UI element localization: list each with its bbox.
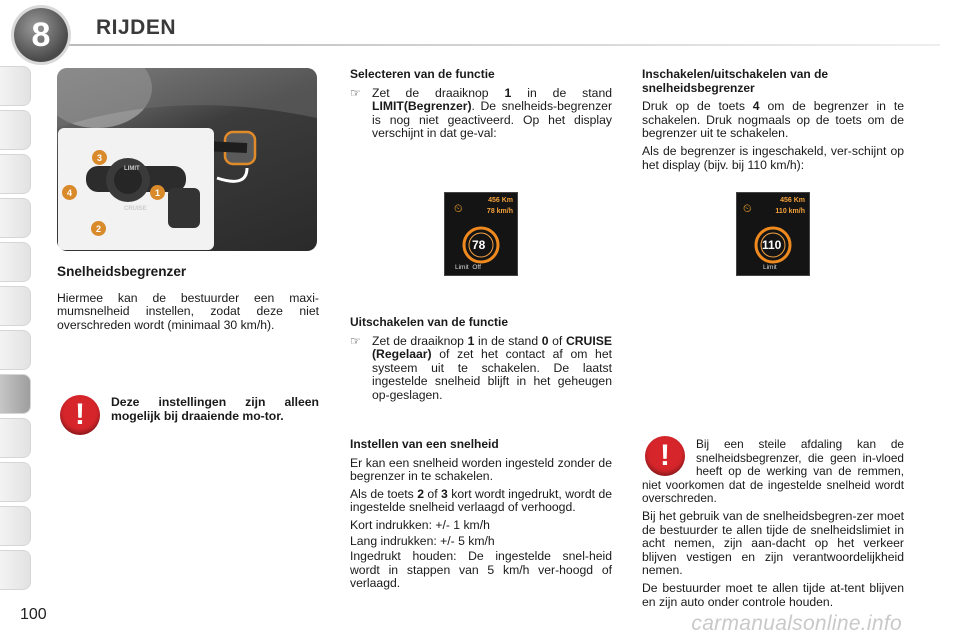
chapter-tab[interactable] [0, 198, 31, 238]
set-p1: Er kan een snelheid worden ingesteld zonder de begrenzer in te schakelen. [350, 455, 612, 484]
left-column [57, 265, 319, 336]
display1-distance: 456 Km [488, 197, 513, 204]
lever-inset [58, 128, 214, 250]
off-text: Zet de draaiknop 1 in de stand 0 of CRUISE (Regelaar) of zet het contact af om het systeem uit te schakelen. De laatst ingestelde snelheid blijft in het geheugen op-geslagen. [372, 333, 612, 402]
display1-status: Limit Off [455, 264, 481, 271]
off-step [350, 335, 612, 407]
display2-speed: 110 km/h [775, 208, 805, 215]
chapter-tabs [0, 66, 34, 594]
chapter-tab[interactable] [0, 66, 31, 106]
chapter-badge [14, 8, 68, 62]
set-p5: Ingedrukt houden: De ingestelde snel-heid wordt in stappen van 5 km/h ver-hoogd of verlaagd. [350, 549, 612, 591]
intro-text: Hiermee kan de bestuurder een maxi-mumsnelheid instellen, zodat deze niet overschreden wordt (minimaal 30 km/h). [57, 290, 319, 332]
chapter-tab[interactable] [0, 418, 31, 458]
onoff-title: Inschakelen/uitschakelen van de snelheidsbegrenzer [642, 67, 829, 95]
page-number: 100 [20, 606, 47, 623]
section-title: Snelheidsbegrenzer [57, 264, 187, 279]
set-title: Instellen van een snelheid [350, 437, 499, 451]
chapter-tab-active[interactable] [0, 374, 31, 414]
chapter-tab[interactable] [0, 462, 31, 502]
chapter-tab[interactable] [0, 550, 31, 590]
display1-dial-value: 78 [472, 238, 486, 252]
select-title: Selecteren van de functie [350, 67, 495, 81]
limiter-icon: ⏲ [743, 203, 752, 215]
select-text: Zet de draaiknop 1 in de stand LIMIT(Begrenzer). De snelheids-begrenzer is nog niet geactiveerd. Op het display verschijnt in dat ge-val: [372, 85, 612, 141]
middle-column-top [350, 68, 612, 145]
callout-4: 4 [62, 185, 77, 200]
chapter-tab[interactable] [0, 330, 31, 370]
select-step [350, 87, 612, 145]
warning-icon: ! [60, 395, 100, 435]
display1-speed: 78 km/h [486, 208, 513, 215]
chapter-tab[interactable] [0, 506, 31, 546]
right-warning-p1: Bij een steile afdaling kan de snelheidsbegrenzer, die geen in-vloed heeft op de werking van de remmen, niet voorkomen dat de ingestelde snelheid wordt overschreden. [642, 437, 904, 506]
set-p2: Als de toets 2 of 3 kort wordt ingedrukt, wordt de ingestelde snelheid verlaagd of verhoogd. [350, 486, 613, 515]
chapter-tab[interactable] [0, 286, 31, 326]
display2-distance: 456 Km [780, 197, 805, 204]
onoff-p1: Druk op de toets 4 om de begrenzer in te schakelen. Druk nogmaals op de toets om de begrenzer uit te schakelen. [642, 99, 904, 141]
right-warning-p3: De bestuurder moet te allen tijde at-tent blijven en zijn auto onder controle houden. [642, 580, 904, 609]
onoff-p2: Als de begrenzer is ingeschakeld, ver-schijnt op het display (bijv. bij 110 km/h): [642, 143, 904, 172]
warning-icon: ! [645, 436, 685, 476]
display2-status: Limit [763, 264, 777, 271]
hand-pointer-icon: ☞ [350, 333, 361, 348]
set-p3: Kort indrukken: +/- 1 km/h [350, 517, 490, 532]
chapter-tab[interactable] [0, 154, 31, 194]
chapter-title: RIJDEN [96, 16, 177, 39]
lever-label-limit: LIMIT [124, 166, 140, 172]
display2-dial-value: 110 [762, 238, 782, 252]
limiter-icon: ⏲ [454, 203, 463, 215]
callout-1: 1 [150, 185, 165, 200]
right-warning-p2: Bij het gebruik van de snelheidsbegren-zer moet de bestuurder te allen tijde de snelheidslimiet in acht nemen, zijn aan-dacht op het verkeer blijven vestigen en zijn verantwoordelijkheid nemen. [642, 508, 904, 578]
right-warning [642, 438, 904, 613]
display-limit-off [444, 192, 518, 276]
display1-graphic [445, 193, 517, 275]
warning-body: Deze instellingen zijn alleen mogelijk bij draaiende mo-tor. [111, 395, 319, 423]
middle-column-off [350, 316, 612, 407]
display-limit-on [736, 192, 810, 276]
warning-text [111, 396, 319, 427]
header-rule [68, 44, 940, 46]
chapter-tab[interactable] [0, 242, 31, 282]
hand-pointer-icon: ☞ [350, 85, 361, 100]
chapter-tab[interactable] [0, 110, 31, 150]
watermark[interactable]: carmanualsonline.info [691, 612, 902, 635]
lever-label-cruise: CRUISE [124, 206, 147, 212]
display2-graphic [737, 193, 809, 275]
chapter-number: 8 [31, 15, 51, 54]
lever-drawing [58, 128, 214, 250]
callout-3: 3 [92, 150, 107, 165]
callout-2: 2 [91, 221, 106, 236]
set-p4: Lang indrukken: +/- 5 km/h [350, 533, 495, 548]
off-title: Uitschakelen van de functie [350, 315, 509, 329]
right-column-top [642, 68, 904, 176]
middle-column-set [350, 438, 612, 595]
